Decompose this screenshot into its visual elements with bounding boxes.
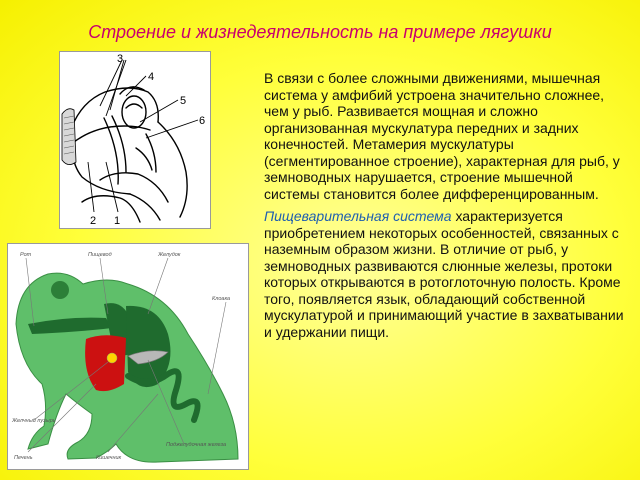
label-2: 2 (90, 215, 97, 227)
label-gallbladder: Желчный пузырь (12, 418, 56, 424)
label-cloaca: Клоака (212, 296, 231, 302)
label-pancreas: Поджелудочная железа (166, 442, 227, 448)
slide-title: Строение и жизнедеятельность на примере лягушки (88, 22, 552, 42)
body-text (264, 70, 630, 340)
label-6: 6 (199, 115, 206, 127)
frog-body-silhouette (16, 273, 238, 462)
digestive-system-term: Пищеварительная система (264, 208, 452, 224)
frog-muscle-figure (59, 51, 211, 229)
digestive-paragraph-rest: характеризуется приобретением некоторых особенностей, связанных с наземным образом жизни. В отличие от рыб, у земноводных развиваются слюнные железы, протоки которых открываются в ротоглоточную полость. Кроме того, появляется язык, обладающий собственной мускулатурой и принимающий участие в захватывании и удержании пищи. (264, 208, 624, 340)
label-esophagus: Пищевод (88, 252, 112, 258)
frog-digestive-figure (7, 243, 249, 470)
label-5: 5 (180, 95, 187, 107)
label-liver: Печень (14, 455, 33, 461)
label-3: 3 (117, 53, 124, 65)
label-intestine: Кишечник (96, 455, 122, 461)
gallbladder (107, 353, 117, 363)
digestive-paragraph (264, 208, 630, 340)
muscle-paragraph: В связи с более сложными движениями, мышечная система у амфибий устроена значительно сложнее, чем у рыб. Развивается мощная и сложно организованная мускулатура передних и задних конечностей. Метамерия мускулатуры (сегментированное строение), характерная для рыб, у земноводных нарушается, строение мышечной системы становится более дифференцированным. (264, 70, 620, 202)
label-stomach: Желудок (158, 252, 181, 258)
label-1: 1 (114, 215, 121, 227)
label-4: 4 (148, 71, 155, 83)
label-mouth: Рот (20, 252, 32, 258)
